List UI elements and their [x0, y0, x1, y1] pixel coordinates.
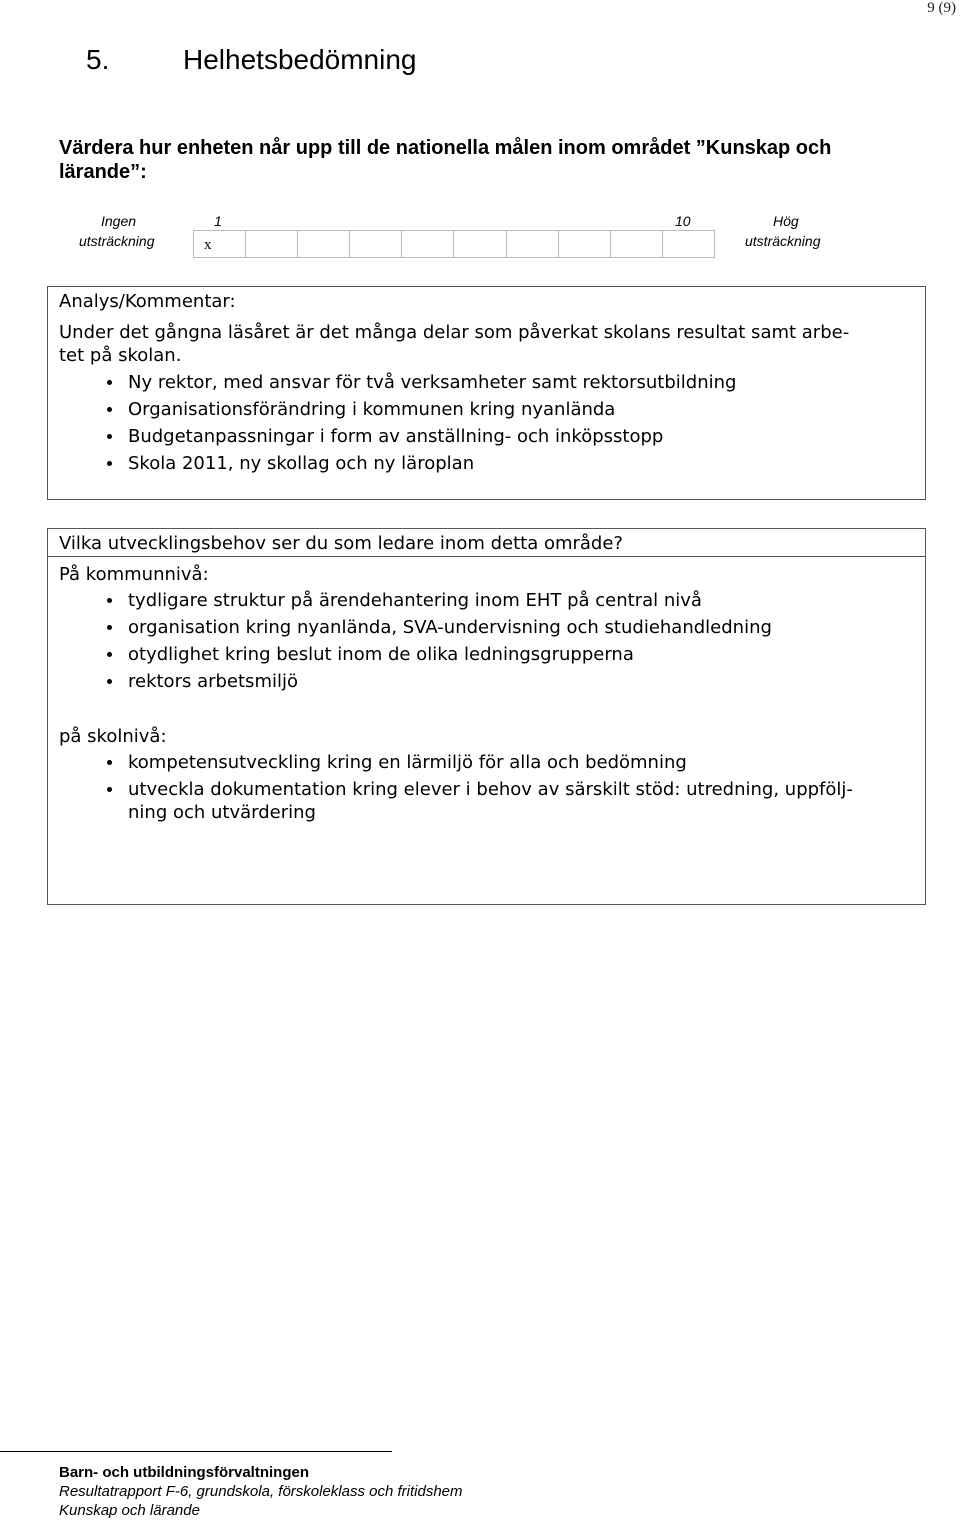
needs-header: Vilka utvecklingsbehov ser du som ledare inom detta område? [59, 533, 623, 554]
section-title: Helhetsbedömning [183, 44, 417, 75]
rating-cell-3[interactable] [297, 231, 349, 257]
page-number: 9 (9) [927, 0, 956, 16]
bullet-icon [107, 679, 112, 684]
list-item: Budgetanpassningar i form av anställning- och inköpsstopp [48, 425, 918, 452]
rating-cell-7[interactable] [506, 231, 558, 257]
municipal-label: På kommunnivå: [59, 564, 209, 585]
bullet-icon [107, 652, 112, 657]
bullet-icon [107, 760, 112, 765]
bullet-icon [107, 598, 112, 603]
rating-scale [193, 230, 715, 258]
scale-start-number: 1 [214, 213, 222, 229]
bullet-icon [107, 787, 112, 792]
scale-high-label-line1: Hög [773, 213, 799, 229]
section-heading [86, 44, 417, 76]
rating-cell-10[interactable] [662, 231, 715, 257]
bullet-icon [107, 407, 112, 412]
rating-cell-9[interactable] [610, 231, 662, 257]
list-item: Organisationsförändring i kommunen kring nyanlända [48, 398, 918, 425]
scale-low-label-line1: Ingen [101, 213, 137, 229]
analysis-box[interactable] [47, 286, 926, 500]
rating-cell-6[interactable] [453, 231, 505, 257]
analysis-intro-line2: tet på skolan. [59, 345, 182, 366]
analysis-header: Analys/Kommentar: [59, 291, 236, 312]
bullet-icon [107, 380, 112, 385]
list-item: Ny rektor, med ansvar för två verksamheter samt rektorsutbildning [48, 371, 918, 398]
rating-question: Värdera hur enheten når upp till de nationella målen inom området ”Kunskap och lärande”: [59, 137, 832, 183]
school-label: på skolnivå: [59, 726, 167, 747]
rating-cell-8[interactable] [558, 231, 610, 257]
footer-area: Kunskap och lärande [59, 1502, 200, 1519]
list-item: Skola 2011, ny skollag och ny läroplan [48, 452, 918, 479]
rating-cell-5[interactable] [401, 231, 453, 257]
footer-report: Resultatrapport F-6, grundskola, förskoleklass och fritidshem [59, 1483, 463, 1500]
footer-divider [0, 1451, 392, 1452]
rating-cell-2[interactable] [245, 231, 297, 257]
section-number: 5. [86, 44, 110, 75]
school-bullet-list [48, 751, 918, 828]
bullet-icon [107, 434, 112, 439]
bullet-icon [107, 461, 112, 466]
rating-cell-4[interactable] [349, 231, 401, 257]
bullet-icon [107, 625, 112, 630]
footer-org: Barn- och utbildningsförvaltningen [59, 1464, 309, 1481]
analysis-bullet-list [48, 371, 918, 479]
rating-mark: x [204, 237, 212, 253]
list-item: organisation kring nyanlända, SVA-undervisning och studiehandledning [48, 616, 918, 643]
list-item: tydligare struktur på ärendehantering inom EHT på central nivå [48, 589, 918, 616]
scale-low-label-line2: utsträckning [79, 233, 155, 249]
development-needs-box[interactable] [47, 528, 926, 905]
rating-cell-1[interactable] [193, 231, 245, 257]
list-item: rektors arbetsmiljö [48, 670, 918, 697]
scale-high-label-line2: utsträckning [745, 233, 821, 249]
analysis-intro-line1: Under det gångna läsåret är det många delar som påverkat skolans resultat samt arbe- [59, 322, 850, 343]
list-item: kompetensutveckling kring en lärmiljö för alla och bedömning [48, 751, 918, 778]
divider [48, 556, 925, 557]
list-item: utveckla dokumentation kring elever i behov av särskilt stöd: utredning, uppfölj- ning och utvärdering [48, 778, 918, 828]
municipal-bullet-list [48, 589, 918, 697]
scale-end-number: 10 [675, 213, 691, 229]
list-item: otydlighet kring beslut inom de olika ledningsgrupperna [48, 643, 918, 670]
